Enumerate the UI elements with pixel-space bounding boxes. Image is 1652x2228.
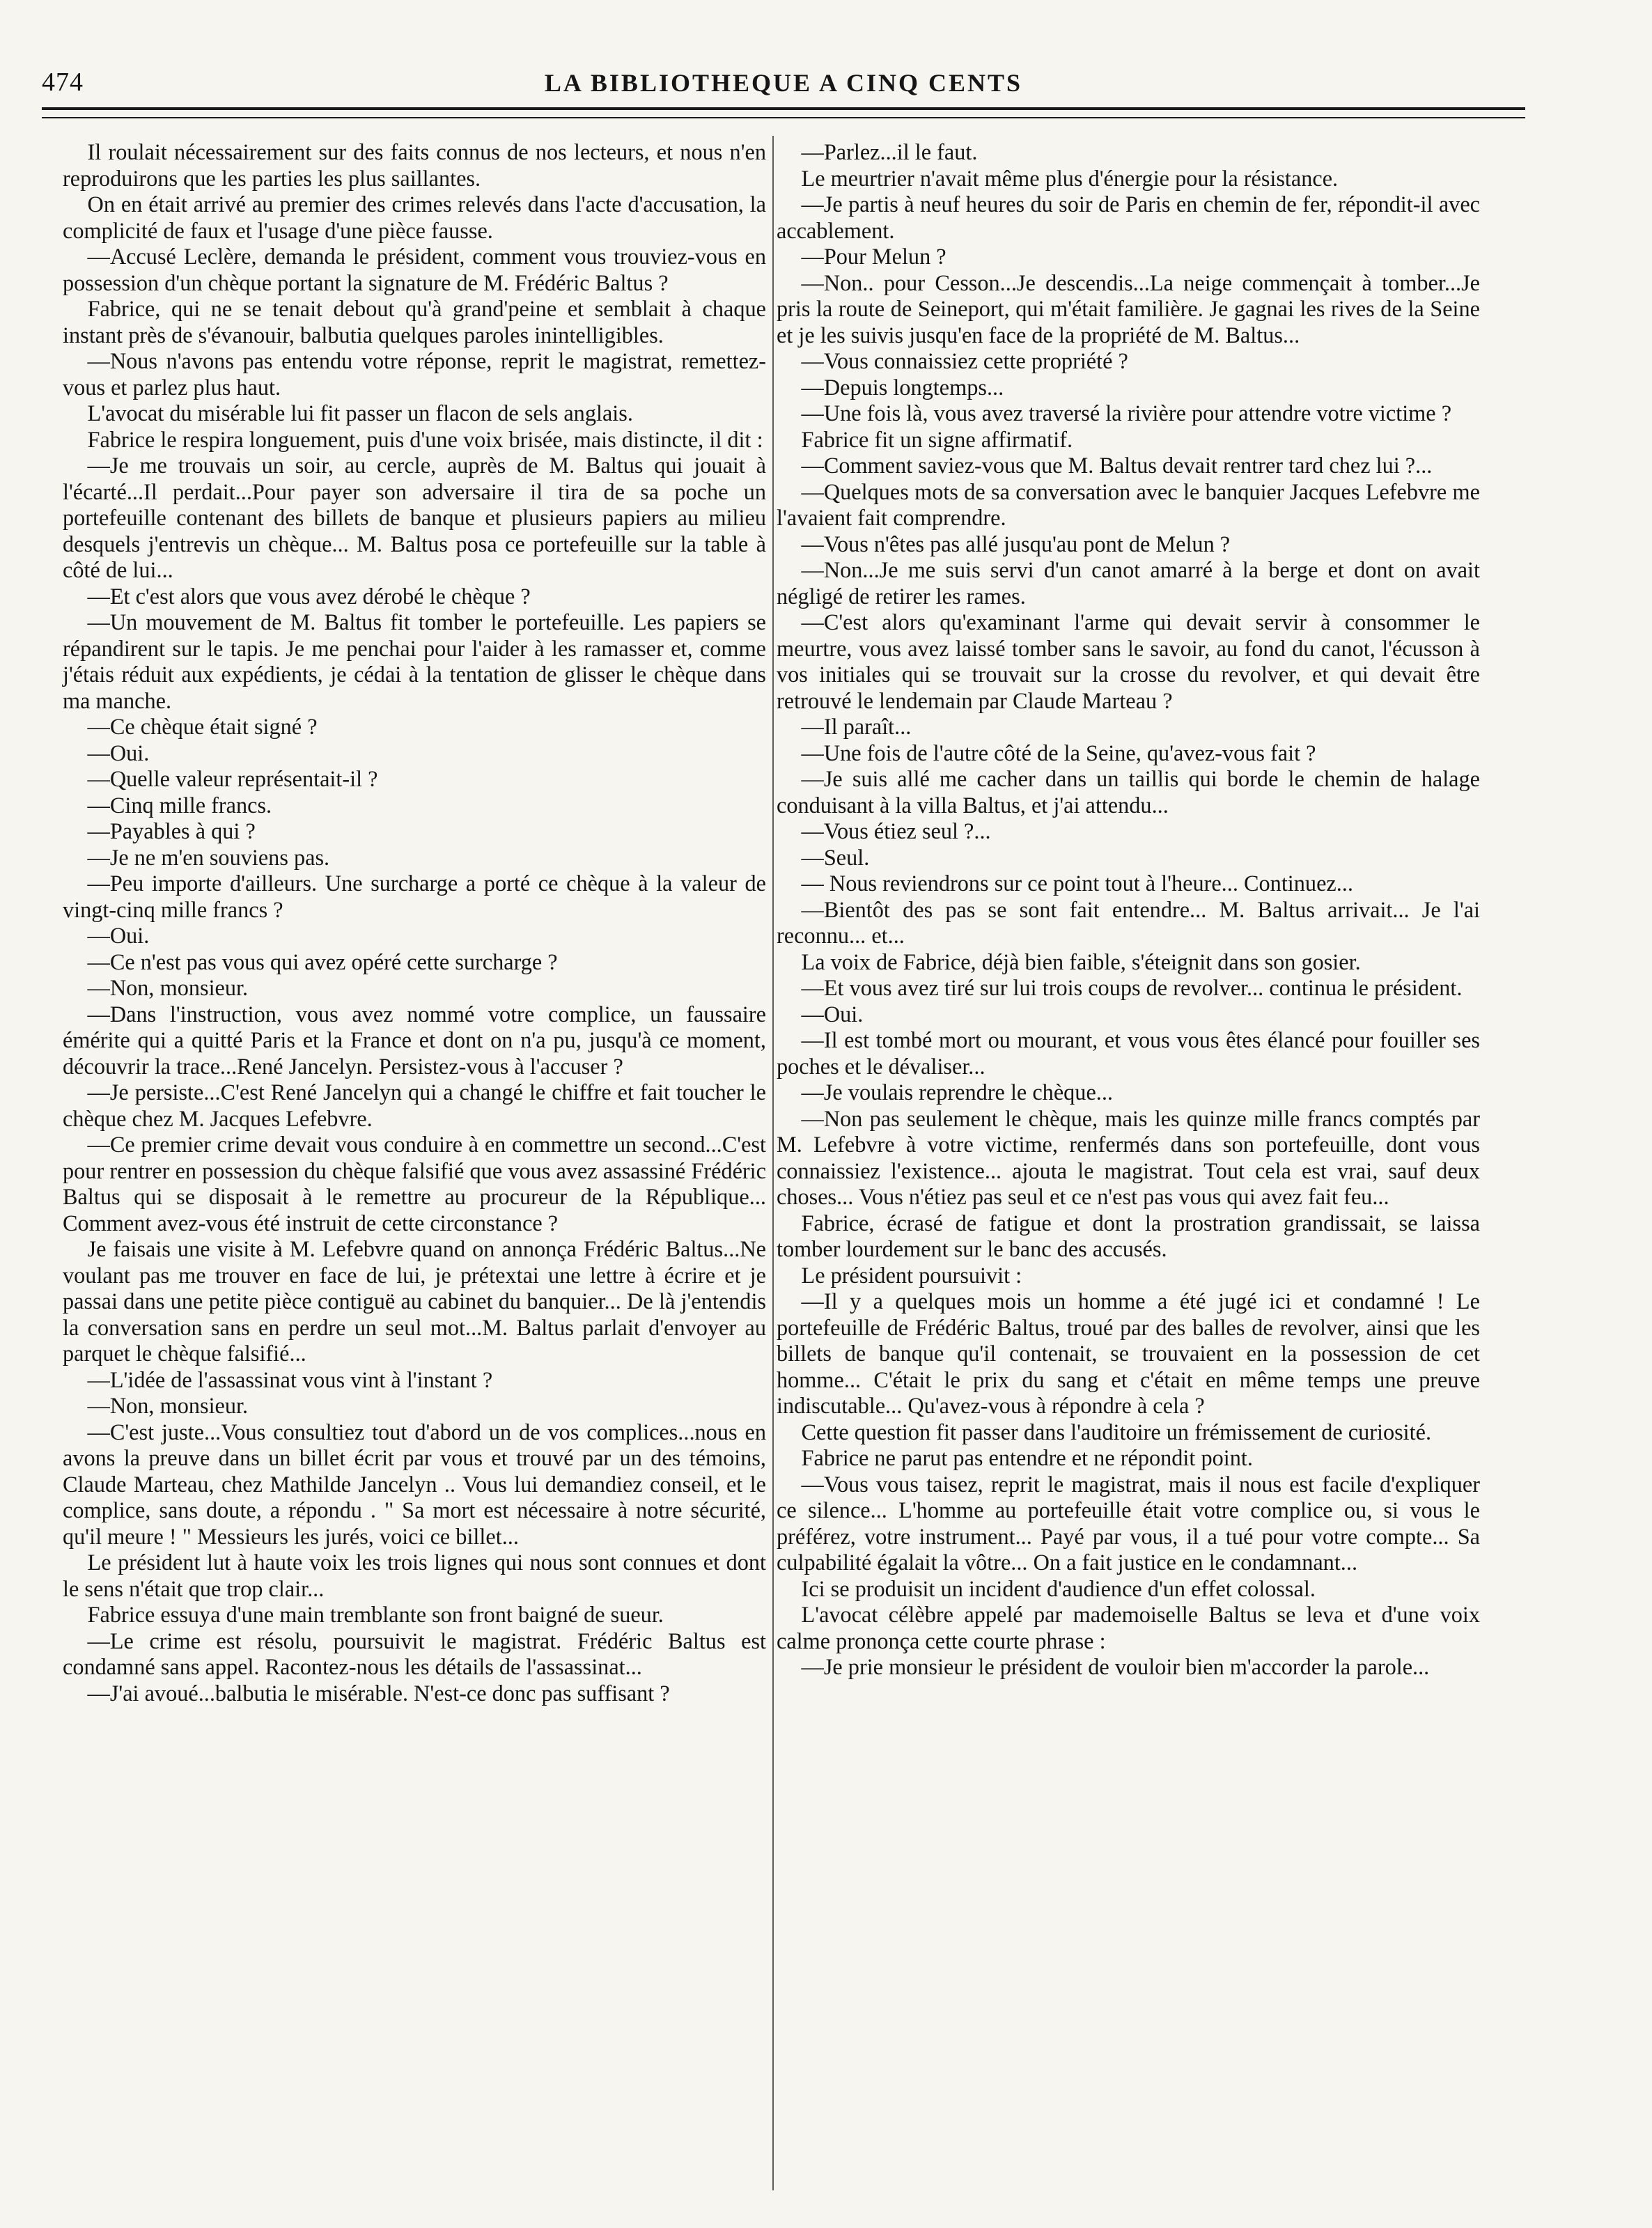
paragraph: —Non...Je me suis servi d'un canot amarré à la berge et dont on avait négligé de retirer les rames.	[777, 557, 1480, 609]
paragraph: Fabrice, écrasé de fatigue et dont la prostration grandissait, se laissa tomber lourdement sur le banc des accusés.	[777, 1210, 1480, 1261]
paragraph: —Je prie monsieur le président de vouloir bien m'accorder la parole...	[801, 1654, 1430, 1679]
paragraph: —Une fois de l'autre côté de la Seine, qu'avez-vous fait ?	[801, 740, 1316, 765]
paragraph: —Vous n'êtes pas allé jusqu'au pont de Melun ?	[801, 531, 1231, 556]
paragraph: —Oui.	[87, 740, 150, 765]
paragraph: —Une fois là, vous avez traversé la rivière pour attendre votre victime ?	[801, 400, 1452, 426]
right-text-column	[777, 139, 1480, 1681]
paragraph: —Un mouvement de M. Baltus fit tomber le portefeuille. Les papiers se répandirent sur le tapis. Je me penchai pour l'aider à les ramasser et, comme j'étais réduit aux expédients, je cédai à la tentation de glisser le chèque dans ma manche.	[63, 609, 766, 713]
paragraph: —Le crime est résolu, poursuivit le magistrat. Frédéric Baltus est condamné sans appel. Racontez-nous les détails de l'assassinat...	[63, 1628, 766, 1679]
paragraph: —Dans l'instruction, vous avez nommé votre complice, un faussaire émérite qui a quitté Paris et la France et dont on n'a pu, jusqu'à ce moment, découvrir la trace...René Jancelyn. Persistez-vous à l'accuser ?	[63, 1001, 766, 1079]
paragraph: —Non.. pour Cesson...Je descendis...La neige commençait à tomber...Je pris la route de Seineport, qui m'était familière. Je gagnai les rives de la Seine et je les suivis jusqu'en face de la propriété de M. Baltus...	[777, 270, 1480, 348]
paragraph: —Non, monsieur.	[87, 975, 249, 1000]
paragraph: —Payables à qui ?	[87, 818, 256, 843]
paragraph: —Ce n'est pas vous qui avez opéré cette surcharge ?	[87, 949, 558, 974]
paragraph: —Comment saviez-vous que M. Baltus devait rentrer tard chez lui ?...	[801, 453, 1433, 478]
paragraph: L'avocat célèbre appelé par mademoiselle Baltus se leva et d'une voix calme prononça cette courte phrase :	[777, 1602, 1480, 1653]
paragraph: —Il est tombé mort ou mourant, et vous vous êtes élancé pour fouiller ses poches et le dévaliser...	[777, 1027, 1480, 1079]
paragraph: —Seul.	[801, 844, 870, 870]
paragraph: —Non, monsieur.	[87, 1393, 249, 1418]
paragraph: —Quelle valeur représentait-il ?	[87, 766, 378, 791]
paragraph: —Cinq mille francs.	[87, 792, 272, 818]
paragraph: Fabrice essuya d'une main tremblante son front baigné de sueur.	[87, 1602, 664, 1627]
paragraph: —Quelques mots de sa conversation avec le banquier Jacques Lefebvre me l'avaient fait comprendre.	[777, 478, 1480, 530]
paragraph: Fabrice, qui ne se tenait debout qu'à grand'peine et semblait à chaque instant près de s'évanouir, balbutia quelques paroles inintelligibles.	[63, 296, 766, 348]
header-rule-thick	[42, 107, 1525, 110]
paragraph: Le président lut à haute voix les trois lignes qui nous sont connues et dont le sens n'était que trop clair...	[63, 1550, 766, 1601]
paragraph: Fabrice le respira longuement, puis d'une voix brisée, mais distincte, il dit :	[87, 426, 763, 452]
page-header	[42, 67, 1525, 109]
paragraph: —Je ne m'en souviens pas.	[87, 844, 330, 870]
paragraph: Cette question fit passer dans l'auditoire un frémissement de curiosité.	[801, 1419, 1432, 1444]
paragraph: —L'idée de l'assassinat vous vint à l'instant ?	[87, 1366, 493, 1392]
paragraph: —C'est alors qu'examinant l'arme qui devait servir à consommer le meurtre, vous avez laissé tomber sans le savoir, au fond du canot, l'écusson à vos initiales qui se trouvait sur la crosse du revolver, et qui devait être retrouvé le lendemain par Claude Marteau ?	[777, 609, 1480, 713]
paragraph: —Depuis longtemps...	[801, 374, 1004, 400]
paragraph: La voix de Fabrice, déjà bien faible, s'éteignit dans son gosier.	[801, 949, 1361, 974]
paragraph: —Je persiste...C'est René Jancelyn qui a changé le chiffre et fait toucher le chèque chez M. Jacques Lefebvre.	[63, 1080, 766, 1131]
page-number: 474	[42, 68, 84, 97]
paragraph: Fabrice fit un signe affirmatif.	[801, 426, 1073, 452]
paragraph: —Peu importe d'ailleurs. Une surcharge a porté ce chèque à la valeur de vingt-cinq mille francs ?	[63, 871, 766, 922]
paragraph: —Ce premier crime devait vous conduire à en commettre un second...C'est pour rentrer en possession du chèque falsifié que vous avez assassiné Frédéric Baltus qui se disposait à le remettre au procureur de la République... Comment avez-vous été instruit de cette circonstance ?	[63, 1132, 766, 1236]
paragraph: —Je me trouvais un soir, au cercle, auprès de M. Baltus qui jouait à l'écarté...Il perdait...Pour payer son adversaire il tira de sa poche un portefeuille contenant des billets de banque et plusieurs papiers au milieu desquels j'entrevis un chèque... M. Baltus posa ce portefeuille sur la table à côté de lui...	[63, 453, 766, 582]
paragraph: —Oui.	[87, 923, 150, 948]
paragraph: —Il y a quelques mois un homme a été jugé ici et condamné ! Le portefeuille de Frédéric Baltus, troué par des balles de revolver, ainsi que les billets de banque qu'il contenait, se trouvaient en la possession de cet homme... C'était le prix du sang et c'était en même temps une preuve indiscutable... Qu'avez-vous à répondre à cela ?	[777, 1288, 1480, 1418]
paragraph: —Ce chèque était signé ?	[87, 714, 318, 739]
paragraph: —C'est juste...Vous consultiez tout d'abord un de vos complices...nous en avons la preuve dans un billet écrit par vous et trouvé par un des témoins, Claude Marteau, chez Mathilde Jancelyn .. Vous lui demandiez conseil, et le complice, sans doute, a répondu . " Sa mort est nécessaire à notre sécurité, qu'il meure ! " Messieurs les jurés, voici ce billet...	[63, 1419, 766, 1549]
paragraph: Le président poursuivit :	[801, 1262, 1022, 1288]
paragraph: —Il paraît...	[801, 714, 912, 739]
paragraph: —Oui.	[801, 1001, 864, 1027]
column-divider	[772, 136, 774, 2190]
paragraph: Ici se produisit un incident d'audience d'un effet colossal.	[801, 1575, 1316, 1601]
paragraph: —Vous vous taisez, reprit le magistrat, mais il nous est facile d'expliquer ce silence... L'homme au portefeuille était votre complice ou, si vous le préférez, votre instrument... Payé par vous, il a tué pour votre compte... Sa culpabilité égalait la vôtre... On a fait justice en le condamnant...	[777, 1471, 1480, 1575]
paragraph: —Pour Melun ?	[801, 244, 946, 269]
paragraph: On en était arrivé au premier des crimes relevés dans l'acte d'accusation, la complicité de faux et l'usage d'une pièce fausse.	[63, 192, 766, 243]
left-text-column	[63, 139, 766, 1706]
running-title: LA BIBLIOTHEQUE A CINQ CENTS	[544, 69, 1023, 97]
paragraph: —Et vous avez tiré sur lui trois coups de revolver... continua le président.	[801, 975, 1463, 1000]
paragraph: —Je partis à neuf heures du soir de Paris en chemin de fer, répondit-il avec accablement.	[777, 192, 1480, 243]
paragraph: L'avocat du misérable lui fit passer un flacon de sels anglais.	[87, 400, 633, 426]
paragraph: —Vous étiez seul ?...	[801, 818, 991, 843]
paragraph: Fabrice ne parut pas entendre et ne répondit point.	[801, 1445, 1253, 1470]
header-rule-thin	[42, 117, 1525, 118]
paragraph: —Je voulais reprendre le chèque...	[801, 1080, 1114, 1105]
paragraph: —Je suis allé me cacher dans un taillis qui borde le chemin de halage conduisant à la villa Baltus, et j'ai attendu...	[777, 766, 1480, 818]
paragraph: —Nous n'avons pas entendu votre réponse, reprit le magistrat, remettez-vous et parlez plus haut.	[63, 348, 766, 400]
paragraph: Il roulait nécessairement sur des faits connus de nos lecteurs, et nous n'en reproduirons que les parties les plus saillantes.	[63, 139, 766, 191]
paragraph: —J'ai avoué...balbutia le misérable. N'est-ce donc pas suffisant ?	[87, 1680, 670, 1706]
paragraph: Le meurtrier n'avait même plus d'énergie pour la résistance.	[801, 165, 1339, 191]
paragraph: —Bientôt des pas se sont fait entendre... M. Baltus arrivait... Je l'ai reconnu... et...	[777, 896, 1480, 948]
paragraph: —Accusé Leclère, demanda le président, comment vous trouviez-vous en possession d'un chèque portant la signature de M. Frédéric Baltus ?	[63, 244, 766, 295]
paragraph: —Parlez...il le faut.	[801, 139, 978, 164]
paragraph: —Vous connaissiez cette propriété ?	[801, 348, 1128, 373]
paragraph: —Et c'est alors que vous avez dérobé le chèque ?	[87, 583, 531, 609]
paragraph: —Non pas seulement le chèque, mais les quinze mille francs comptés par M. Lefebvre à votre victime, renfermés dans son portefeuille, dont vous connaissiez l'existence... ajouta le magistrat. Tout cela est vrai, sauf deux choses... Vous n'étiez pas seul et ce n'est pas vous qui avez fait feu...	[777, 1105, 1480, 1209]
paragraph: Je faisais une visite à M. Lefebvre quand on annonça Frédéric Baltus...Ne voulant pas me trouver en face de lui, je prétextai une lettre à écrire et je passai dans une petite pièce contiguë au cabinet du banquier... De là j'entendis la conversation sans en perdre un seul mot...M. Baltus parlait d'envoyer au parquet le chèque falsifié...	[63, 1236, 766, 1366]
paragraph: — Nous reviendrons sur ce point tout à l'heure... Continuez...	[801, 871, 1353, 896]
